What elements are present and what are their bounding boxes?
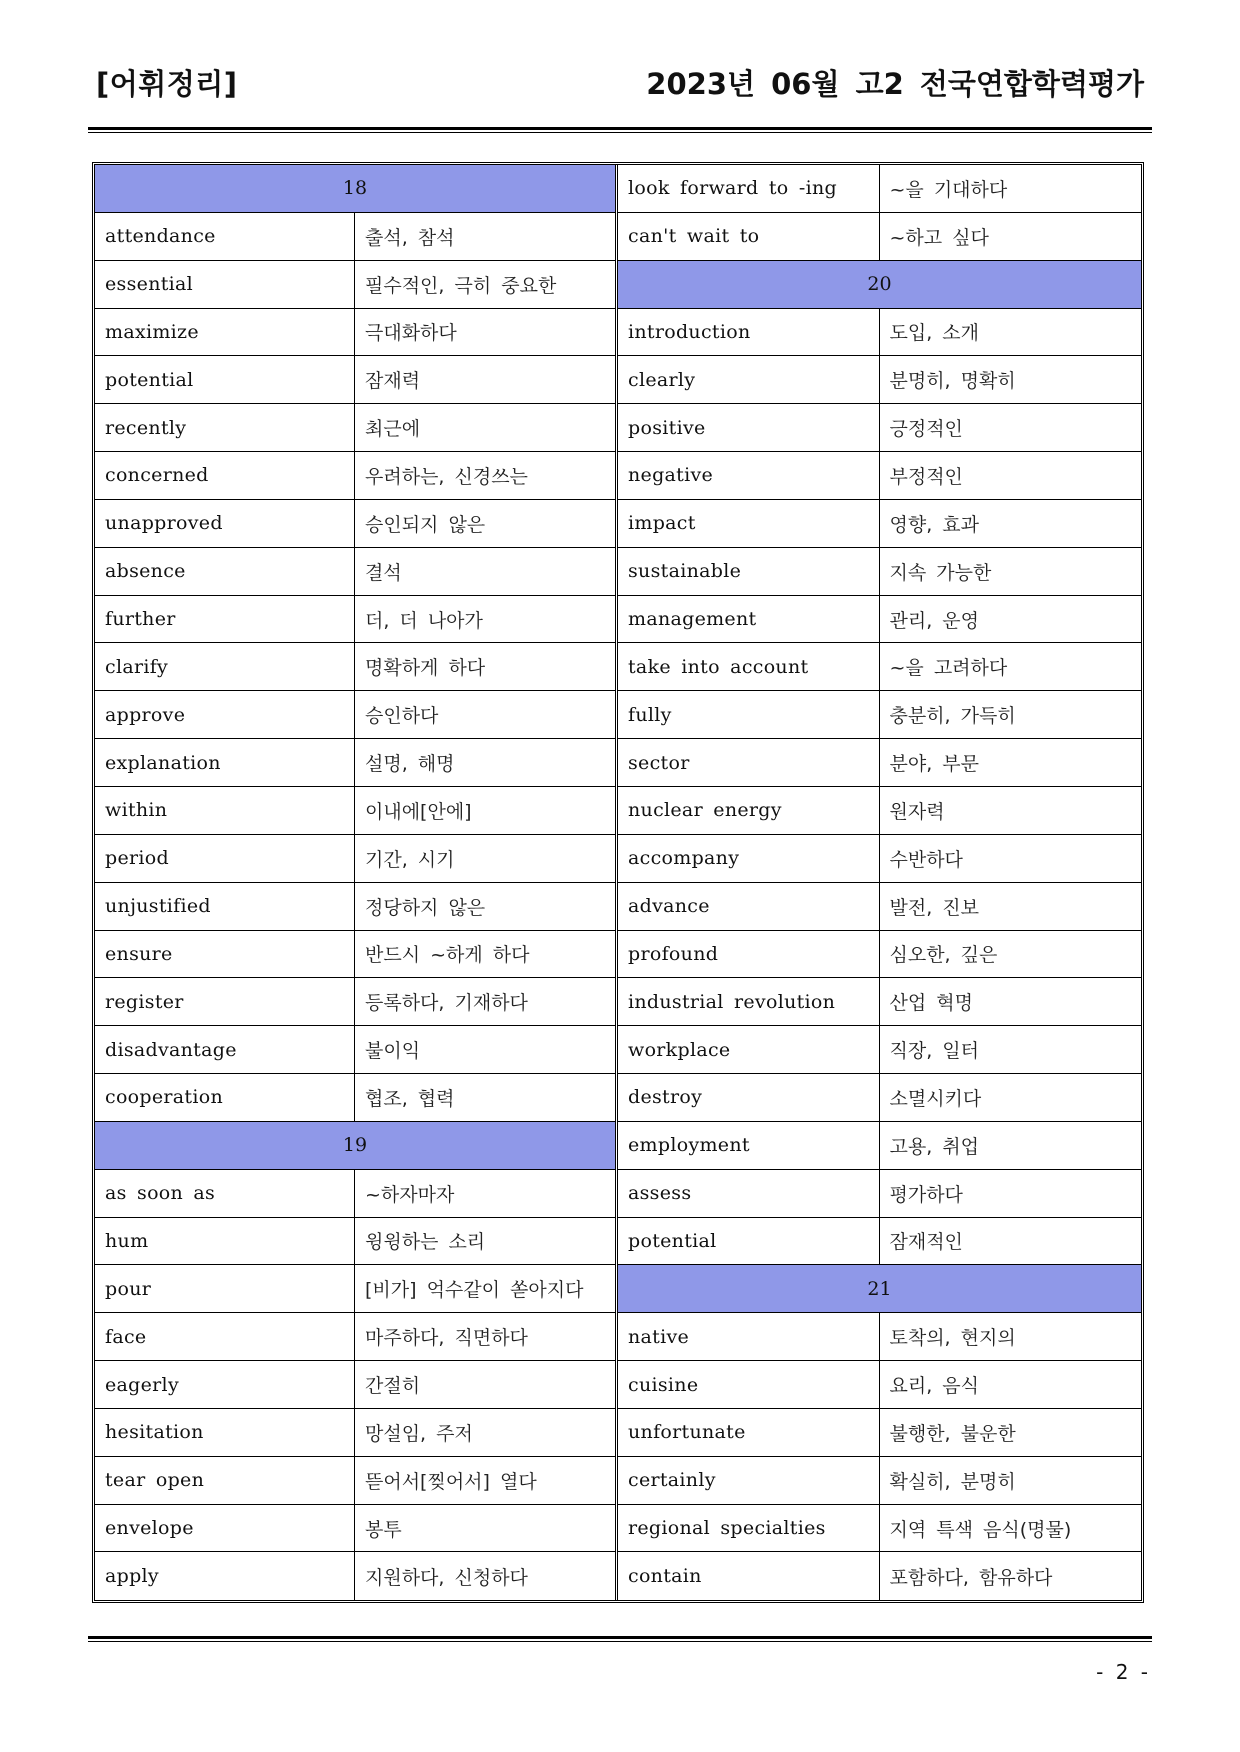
english-term: positive	[618, 404, 880, 451]
section-header	[618, 1265, 1141, 1313]
english-term: further	[95, 596, 355, 643]
vocabulary-table	[92, 162, 1144, 1603]
english-term: potential	[618, 1218, 880, 1265]
korean-meaning: 출석, 참석	[365, 226, 455, 249]
vocab-row	[95, 1457, 615, 1505]
vocab-row	[95, 691, 615, 739]
korean-meaning: 승인되지 않은	[365, 513, 486, 536]
korean-meaning: [비가] 억수같이 쏟아지다	[365, 1279, 584, 1302]
document-label: [어휘정리]	[96, 67, 238, 101]
korean-meaning: 확실히, 분명히	[889, 1470, 1016, 1493]
exam-title: 2023년 06월 고2 전국연합학력평가	[646, 67, 1144, 101]
vocab-row	[618, 1122, 1141, 1170]
english-term: absence	[95, 548, 355, 595]
english-term: potential	[95, 356, 355, 403]
korean-meaning: 고용, 취업	[889, 1135, 979, 1158]
korean-meaning: 원자력	[889, 800, 945, 823]
vocab-row	[95, 787, 615, 835]
korean-meaning: 최근에	[365, 418, 421, 441]
vocab-row	[618, 883, 1141, 931]
korean-meaning: 봉투	[365, 1518, 402, 1541]
korean-meaning: 직장, 일터	[889, 1040, 979, 1063]
korean-meaning: 포함하다, 함유하다	[889, 1566, 1053, 1589]
english-term: envelope	[95, 1505, 355, 1552]
vocab-row	[95, 548, 615, 596]
english-term: take into account	[618, 643, 880, 690]
korean-meaning: 기간, 시기	[365, 848, 455, 871]
english-term: introduction	[618, 309, 880, 356]
vocab-row	[95, 1313, 615, 1361]
english-term: employment	[618, 1122, 880, 1169]
english-term: period	[95, 835, 355, 882]
english-term: within	[95, 787, 355, 834]
footer-divider	[88, 1636, 1152, 1642]
korean-meaning: 도입, 소개	[889, 322, 979, 345]
english-term: apply	[95, 1552, 355, 1600]
english-term: look forward to -ing	[618, 165, 880, 212]
vocab-row	[95, 883, 615, 931]
english-term: contain	[618, 1552, 880, 1600]
english-term: cooperation	[95, 1074, 355, 1121]
english-term: accompany	[618, 835, 880, 882]
english-term: ensure	[95, 931, 355, 978]
english-term: eagerly	[95, 1361, 355, 1408]
vocab-row	[618, 1505, 1141, 1553]
korean-meaning: 잠재력	[365, 370, 421, 393]
korean-meaning: 잠재적인	[889, 1231, 963, 1254]
section-header	[95, 1122, 615, 1170]
vocab-row	[618, 1074, 1141, 1122]
korean-meaning: 관리, 운영	[889, 609, 979, 632]
korean-meaning: 영향, 효과	[889, 513, 979, 536]
english-term: native	[618, 1313, 880, 1360]
english-term: attendance	[95, 213, 355, 260]
vocab-row	[618, 931, 1141, 979]
vocab-row	[618, 548, 1141, 596]
vocab-row	[95, 309, 615, 357]
korean-meaning: 수반하다	[889, 848, 963, 871]
korean-meaning: 간절히	[365, 1375, 421, 1398]
section-header	[95, 165, 615, 213]
english-term: face	[95, 1313, 355, 1360]
vocab-row	[618, 1026, 1141, 1074]
english-term: profound	[618, 931, 880, 978]
korean-meaning: 불이익	[365, 1040, 421, 1063]
english-term: industrial revolution	[618, 978, 880, 1025]
english-term: regional specialties	[618, 1505, 880, 1552]
vocab-row	[95, 356, 615, 404]
vocab-row	[618, 596, 1141, 644]
vocab-row	[95, 643, 615, 691]
english-term: recently	[95, 404, 355, 451]
vocabulary-column-right	[618, 165, 1141, 1600]
vocab-row	[95, 261, 615, 309]
english-term: as soon as	[95, 1170, 355, 1217]
vocab-row	[95, 931, 615, 979]
page-number: - 2 -	[1096, 1660, 1148, 1684]
vocab-row	[95, 596, 615, 644]
vocab-row	[618, 1313, 1141, 1361]
header-divider	[88, 127, 1152, 133]
korean-meaning: 지원하다, 신청하다	[365, 1566, 528, 1589]
korean-meaning: 요리, 음식	[889, 1375, 979, 1398]
korean-meaning: 이내에[안에]	[365, 800, 472, 823]
korean-meaning: 정당하지 않은	[365, 896, 486, 919]
vocab-row	[618, 165, 1141, 213]
english-term: negative	[618, 452, 880, 499]
korean-meaning: 협조, 협력	[365, 1087, 455, 1110]
vocab-row	[95, 1218, 615, 1266]
korean-meaning: 뜯어서[찢어서] 열다	[365, 1470, 537, 1493]
vocab-row	[618, 1218, 1141, 1266]
korean-meaning: 반드시 ~하게 하다	[365, 944, 530, 967]
vocab-row	[95, 213, 615, 261]
english-term: destroy	[618, 1074, 880, 1121]
english-term: clarify	[95, 643, 355, 690]
vocab-row	[95, 1074, 615, 1122]
korean-meaning: 충분히, 가득히	[889, 705, 1016, 728]
english-term: approve	[95, 691, 355, 738]
korean-meaning: 우려하는, 신경쓰는	[365, 465, 528, 488]
korean-meaning: 소멸시키다	[889, 1087, 982, 1110]
korean-meaning: 부정적인	[889, 465, 963, 488]
english-term: certainly	[618, 1457, 880, 1504]
korean-meaning: 더, 더 나아가	[365, 609, 483, 632]
vocab-row	[618, 213, 1141, 261]
question-number: 21	[867, 1277, 892, 1300]
english-term: essential	[95, 261, 355, 308]
korean-meaning: 등록하다, 기재하다	[365, 992, 528, 1015]
vocab-row	[618, 1409, 1141, 1457]
page-header	[96, 62, 1144, 106]
english-term: concerned	[95, 452, 355, 499]
vocab-row	[618, 691, 1141, 739]
korean-meaning: 망설임, 주저	[365, 1422, 473, 1445]
vocab-row	[618, 356, 1141, 404]
section-header	[618, 261, 1141, 309]
vocab-row	[95, 1265, 615, 1313]
korean-meaning: 발전, 진보	[889, 896, 979, 919]
english-term: workplace	[618, 1026, 880, 1073]
vocab-row	[618, 309, 1141, 357]
english-term: explanation	[95, 739, 355, 786]
vocab-row	[95, 1026, 615, 1074]
vocab-row	[618, 787, 1141, 835]
korean-meaning: 마주하다, 직면하다	[365, 1327, 528, 1350]
english-term: fully	[618, 691, 880, 738]
english-term: nuclear energy	[618, 787, 880, 834]
english-term: tear open	[95, 1457, 355, 1504]
vocab-row	[95, 500, 615, 548]
korean-meaning: 윙윙하는 소리	[365, 1231, 486, 1254]
korean-meaning: 결석	[365, 561, 402, 584]
english-term: can't wait to	[618, 213, 880, 260]
question-number: 18	[342, 177, 368, 200]
vocab-row	[95, 404, 615, 452]
english-term: cuisine	[618, 1361, 880, 1408]
korean-meaning: 토착의, 현지의	[889, 1327, 1016, 1350]
vocab-row	[618, 1552, 1141, 1600]
english-term: management	[618, 596, 880, 643]
english-term: disadvantage	[95, 1026, 355, 1073]
english-term: advance	[618, 883, 880, 930]
korean-meaning: 긍정적인	[889, 418, 963, 441]
vocab-row	[618, 500, 1141, 548]
vocab-row	[95, 1505, 615, 1553]
vocab-row	[95, 1552, 615, 1600]
english-term: unjustified	[95, 883, 355, 930]
korean-meaning: ~을 고려하다	[889, 657, 1008, 680]
korean-meaning: 필수적인, 극히 중요한	[365, 274, 557, 297]
korean-meaning: 극대화하다	[365, 322, 457, 345]
vocab-row	[95, 978, 615, 1026]
vocabulary-column-left	[95, 165, 618, 1600]
korean-meaning: 산업 혁명	[889, 992, 973, 1015]
vocab-row	[618, 739, 1141, 787]
korean-meaning: 승인하다	[365, 705, 439, 728]
korean-meaning: 불행한, 불운한	[889, 1422, 1016, 1445]
english-term: sustainable	[618, 548, 880, 595]
vocab-row	[618, 978, 1141, 1026]
vocab-row	[618, 452, 1141, 500]
korean-meaning: ~하자마자	[365, 1183, 455, 1206]
korean-meaning: 심오한, 깊은	[889, 944, 998, 967]
korean-meaning: ~하고 싶다	[889, 226, 989, 249]
english-term: pour	[95, 1265, 355, 1312]
english-term: sector	[618, 739, 880, 786]
korean-meaning: ~을 기대하다	[889, 178, 1008, 201]
vocab-row	[95, 739, 615, 787]
korean-meaning: 명확하게 하다	[365, 657, 486, 680]
vocab-row	[95, 835, 615, 883]
vocab-row	[95, 1361, 615, 1409]
question-number: 20	[867, 273, 892, 296]
english-term: unfortunate	[618, 1409, 880, 1456]
korean-meaning: 평가하다	[889, 1183, 963, 1206]
english-term: hesitation	[95, 1409, 355, 1456]
english-term: maximize	[95, 309, 355, 356]
question-number: 19	[342, 1134, 368, 1157]
korean-meaning: 분야, 부문	[889, 753, 979, 776]
korean-meaning: 지속 가능한	[889, 561, 992, 584]
vocab-row	[95, 1409, 615, 1457]
english-term: hum	[95, 1218, 355, 1265]
korean-meaning: 지역 특색 음식(명물)	[889, 1518, 1072, 1541]
vocab-row	[618, 1457, 1141, 1505]
vocab-row	[618, 1361, 1141, 1409]
vocab-row	[95, 1170, 615, 1218]
english-term: impact	[618, 500, 880, 547]
english-term: assess	[618, 1170, 880, 1217]
vocab-row	[95, 452, 615, 500]
vocab-row	[618, 643, 1141, 691]
vocab-row	[618, 835, 1141, 883]
english-term: clearly	[618, 356, 880, 403]
english-term: register	[95, 978, 355, 1025]
vocab-row	[618, 1170, 1141, 1218]
vocab-row	[618, 404, 1141, 452]
korean-meaning: 분명히, 명확히	[889, 370, 1016, 393]
korean-meaning: 설명, 해명	[365, 753, 455, 776]
english-term: unapproved	[95, 500, 355, 547]
